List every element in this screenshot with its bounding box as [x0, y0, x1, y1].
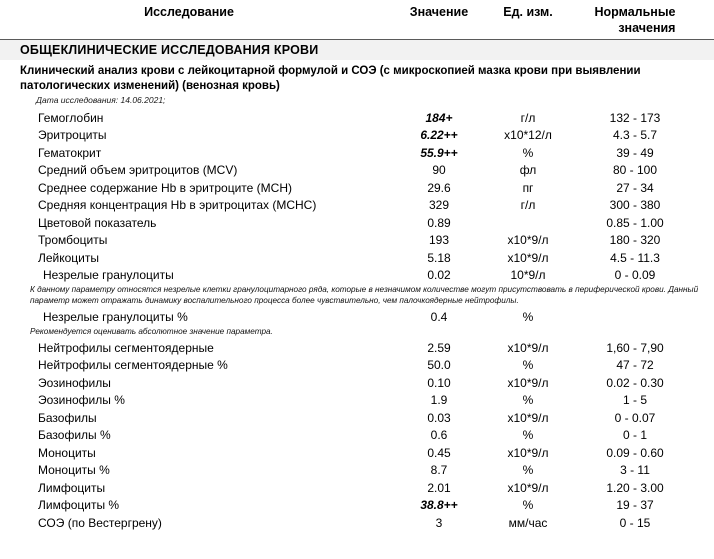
test-name: Цветовой показатель	[38, 215, 157, 230]
table-row	[0, 462, 714, 480]
test-norm-range: 1,60 - 7,90	[606, 340, 664, 355]
test-unit: 10*9/л	[510, 268, 546, 283]
test-name: СОЭ (по Вестергрену)	[38, 515, 162, 530]
test-name: Лимфоциты %	[38, 498, 120, 513]
test-unit: %	[522, 393, 534, 408]
test-norm-range: 1.20 - 3.00	[606, 480, 664, 495]
table-row	[0, 427, 714, 445]
table-row	[0, 357, 714, 375]
parameter-note: К данному параметру относятся незрелые клетки гранулоцитарного ряда, которые в незначимом количестве могут присутствовать в периферической крови. Данный параметр может отражать динамику воспалительного процесса более чувствительно, чем палочкоядерные нейтрофилы.	[30, 285, 699, 305]
test-unit: %	[522, 498, 534, 513]
test-unit: x10*9/л	[507, 480, 549, 495]
test-unit: x10*9/л	[507, 445, 549, 460]
test-name: Эозинофилы	[38, 375, 111, 390]
test-norm-range: 19 - 37	[616, 498, 654, 513]
test-name: Тромбоциты	[38, 233, 108, 248]
test-value: 0.10	[427, 375, 451, 390]
test-value: 6.22++	[420, 128, 458, 143]
test-name: Базофилы %	[38, 428, 111, 443]
test-norm-range: 0 - 1	[622, 428, 647, 443]
test-name: Гематокрит	[38, 145, 102, 160]
table-row	[0, 514, 714, 532]
test-unit: г/л	[520, 198, 536, 213]
test-name: Средний объем эритроцитов (MCV)	[38, 163, 238, 178]
test-unit: %	[522, 428, 534, 443]
test-norm-range: 0 - 0.07	[614, 410, 656, 425]
test-unit: г/л	[520, 110, 536, 125]
test-name: Эритроциты	[38, 128, 107, 143]
column-header-study: Исследование	[144, 5, 234, 19]
test-unit: x10*9/л	[507, 250, 549, 265]
test-name: Гемоглобин	[38, 110, 104, 125]
column-header-unit: Ед. изм.	[503, 5, 553, 19]
test-value: 55.9++	[420, 145, 458, 160]
test-unit: фл	[519, 163, 537, 178]
table-row	[0, 109, 714, 127]
column-header-norm-line1: Нормальные	[594, 5, 676, 19]
test-unit: мм/час	[508, 515, 548, 530]
test-norm-range: 0 - 0.09	[614, 268, 656, 283]
table-row	[0, 444, 714, 462]
table-row	[0, 232, 714, 250]
table-header	[0, 0, 714, 36]
test-unit: %	[522, 463, 534, 478]
test-value: 0.89	[427, 215, 451, 230]
test-value: 8.7	[430, 463, 448, 478]
test-value: 29.6	[427, 180, 451, 195]
test-value: 90	[432, 163, 446, 178]
section-header-band	[0, 39, 714, 60]
test-norm-range: 80 - 100	[612, 163, 658, 178]
test-value: 1.9	[430, 393, 448, 408]
test-unit: x10*9/л	[507, 340, 549, 355]
column-header-norm-line2: значения	[618, 21, 676, 35]
test-value: 184+	[425, 110, 453, 125]
table-row	[0, 214, 714, 232]
test-unit: x10*9/л	[507, 410, 549, 425]
test-norm-range: 1 - 5	[622, 393, 647, 408]
table-row	[0, 197, 714, 215]
test-norm-range: 3 - 11	[620, 463, 650, 478]
table-row	[0, 127, 714, 145]
test-value: 50.0	[427, 358, 451, 373]
test-unit: %	[522, 309, 534, 324]
test-norm-range: 27 - 34	[616, 180, 654, 195]
test-unit: %	[522, 358, 534, 373]
test-name: Незрелые гранулоциты %	[43, 309, 188, 324]
table-row	[0, 479, 714, 497]
test-name: Лейкоциты	[38, 250, 100, 265]
test-value: 0.02	[427, 268, 451, 283]
test-norm-range: 0.09 - 0.60	[606, 445, 664, 460]
test-unit: пг	[522, 180, 534, 195]
test-norm-range: 4.5 - 11.3	[610, 250, 660, 265]
results-table-body	[0, 109, 714, 532]
test-value: 329	[428, 198, 450, 213]
test-norm-range: 300 - 380	[609, 198, 661, 213]
table-row	[0, 267, 714, 285]
test-value: 5.18	[427, 250, 451, 265]
test-value: 0.03	[427, 410, 451, 425]
table-row	[0, 392, 714, 410]
parameter-note: Рекомендуется оценивать абсолютное значение параметра.	[30, 326, 273, 336]
test-name: Нейтрофилы сегментоядерные %	[38, 358, 228, 373]
test-name: Лимфоциты	[38, 480, 106, 495]
table-row	[0, 249, 714, 267]
test-value: 0.45	[427, 445, 451, 460]
test-name: Моноциты	[38, 445, 96, 460]
table-row	[0, 409, 714, 427]
test-name: Нейтрофилы сегментоядерные	[38, 340, 214, 355]
test-value: 38.8++	[420, 498, 458, 513]
table-row	[0, 162, 714, 180]
test-name: Среднее содержание Hb в эритроците (MCH)	[38, 180, 292, 195]
test-norm-range: 47 - 72	[616, 358, 654, 373]
table-row	[0, 497, 714, 515]
test-name: Эозинофилы %	[38, 393, 125, 408]
test-value: 0.4	[430, 309, 448, 324]
table-row	[0, 374, 714, 392]
test-name: Средняя концентрация Hb в эритроцитах (MCHC)	[38, 198, 317, 213]
test-unit: x10*9/л	[507, 375, 549, 390]
test-unit: x10*9/л	[507, 233, 549, 248]
table-row	[0, 144, 714, 162]
table-row	[0, 339, 714, 357]
test-norm-range: 180 - 320	[609, 233, 661, 248]
column-header-norm	[556, 4, 714, 36]
study-date: Дата исследования: 14.06.2021;	[36, 95, 166, 105]
table-row	[0, 308, 714, 326]
test-norm-range: 4.3 - 5.7	[612, 128, 658, 143]
test-name: Моноциты %	[38, 463, 110, 478]
test-norm-range: 0.85 - 1.00	[606, 215, 664, 230]
test-value: 2.59	[427, 340, 451, 355]
test-name: Незрелые гранулоциты	[43, 268, 174, 283]
panel-title: Клинический анализ крови с лейкоцитарной формулой и СОЭ (с микроскопией мазка крови при выявлении патологических изменений) (венозная кровь)	[20, 65, 641, 92]
test-norm-range: 0.02 - 0.30	[606, 375, 664, 390]
test-value: 0.6	[430, 428, 448, 443]
table-row	[0, 179, 714, 197]
test-norm-range: 132 - 173	[609, 110, 661, 125]
test-value: 2.01	[427, 480, 451, 495]
test-name: Базофилы	[38, 410, 97, 425]
column-header-value: Значение	[409, 5, 469, 19]
test-unit: x10*12/л	[504, 128, 552, 143]
test-unit: %	[522, 145, 534, 160]
section-title: ОБЩЕКЛИНИЧЕСКИЕ ИССЛЕДОВАНИЯ КРОВИ	[20, 43, 319, 57]
test-value: 3	[435, 515, 443, 530]
test-norm-range: 39 - 49	[616, 145, 654, 160]
test-norm-range: 0 - 15	[619, 515, 651, 530]
test-value: 193	[428, 233, 450, 248]
